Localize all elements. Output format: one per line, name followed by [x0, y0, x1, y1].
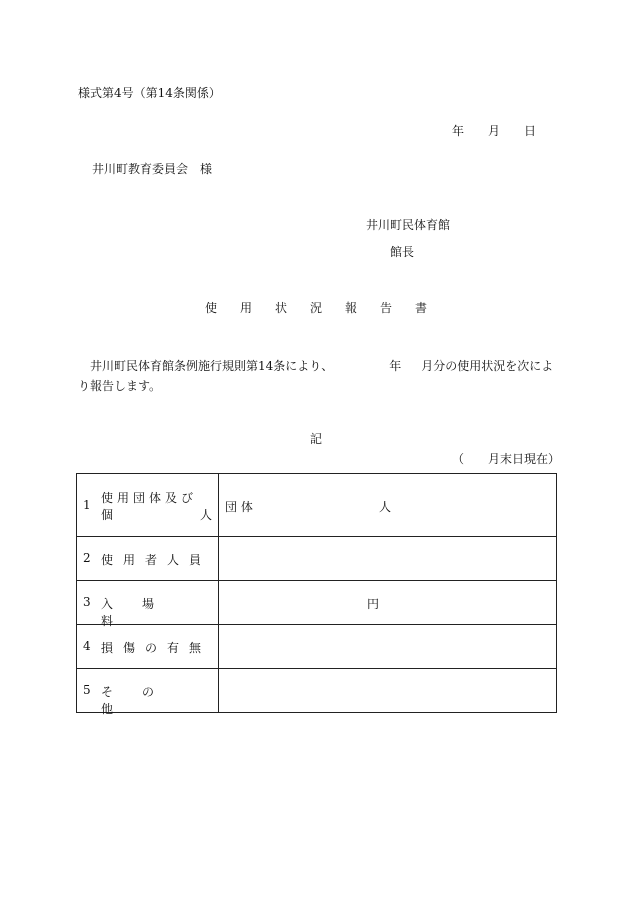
row-label-line2-first: 個	[101, 508, 114, 522]
row-label	[77, 625, 219, 669]
row-label-text: 入場料	[101, 597, 184, 628]
row-number: 1	[83, 498, 91, 512]
as-of-open: （	[452, 452, 465, 466]
row-label-text: 使用者人員	[101, 553, 212, 567]
body-part1: 井川町民体育館条例施行規則第14条により、	[90, 359, 334, 373]
value-suffix: 円	[367, 597, 380, 611]
row-label-line1: 使用団体及び	[101, 491, 198, 505]
date-day: 日	[524, 124, 537, 138]
table-row	[77, 669, 557, 713]
row-value[interactable]	[219, 581, 557, 625]
sender-title: 館長	[390, 245, 415, 259]
table-row	[77, 537, 557, 581]
row-number: 3	[83, 595, 91, 609]
row-label-text: 損傷の有無	[101, 641, 212, 655]
row-value[interactable]	[219, 474, 557, 537]
document-title: 使用状況報告書	[205, 301, 451, 315]
row-label	[77, 474, 219, 537]
table-row	[77, 581, 557, 625]
row-label	[77, 581, 219, 628]
table-row	[77, 625, 557, 669]
value-suffix: 人	[379, 500, 392, 514]
row-number: 4	[83, 639, 91, 653]
form-number: 様式第4号（第14条関係）	[78, 86, 221, 100]
date-line	[452, 122, 536, 139]
sender-org: 井川町民体育館	[366, 218, 451, 232]
table-row	[77, 474, 557, 537]
date-year: 年	[452, 124, 465, 138]
as-of-text: 月末日現在）	[488, 452, 561, 466]
row-label-line2-last: 人	[199, 508, 212, 522]
body-year: 年	[389, 359, 402, 373]
row-label-text: その他	[101, 685, 184, 716]
row-number: 5	[83, 683, 91, 697]
date-month: 月	[488, 124, 501, 138]
recipient-line	[92, 160, 212, 177]
row-label	[77, 669, 219, 716]
ki-heading: 記	[310, 432, 323, 446]
value-prefix: 団 体	[225, 500, 253, 514]
row-value[interactable]	[219, 669, 557, 713]
report-table	[76, 473, 557, 716]
row-number: 2	[83, 551, 91, 565]
body-text	[78, 356, 560, 396]
recipient-suffix: 様	[200, 162, 213, 176]
body-part2: 月分の使用状況を次により報告します。	[78, 359, 554, 393]
row-label	[77, 537, 219, 581]
row-value[interactable]	[219, 625, 557, 669]
row-label-line2	[101, 506, 212, 523]
row-value[interactable]	[219, 537, 557, 581]
as-of-note	[452, 450, 560, 467]
recipient: 井川町教育委員会	[92, 162, 189, 176]
